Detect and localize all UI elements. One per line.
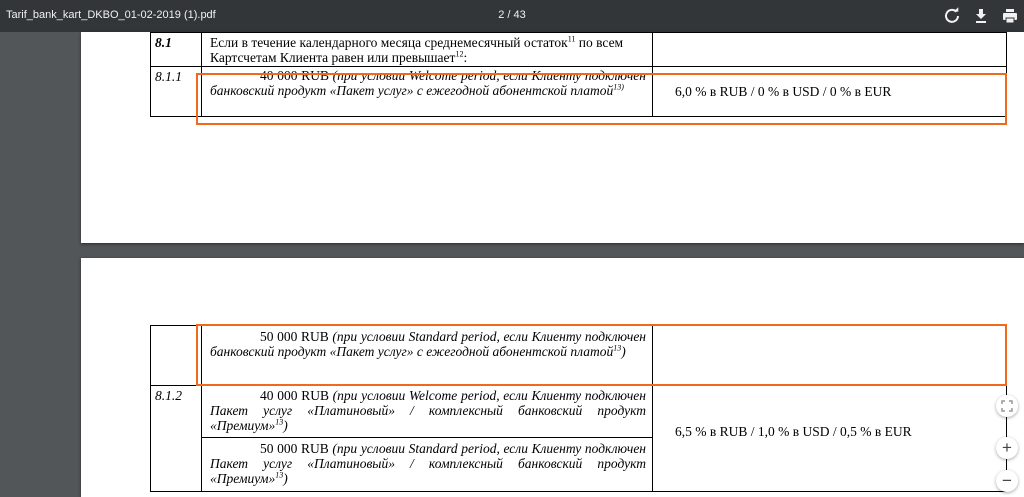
pdf-toolbar: [0, 0, 1024, 32]
download-button[interactable]: [969, 4, 993, 28]
standard-period-condition: 50 000 RUB (при условии Standard period, если Клиенту подключен банковский продукт «Пакет услуг» с ежегодной абонентской платой$^{13}$): [210, 329, 647, 359]
interest-rate-value: 6,5 % в RUB / 1,0 % в USD / 0,5 % в EUR: [653, 386, 1007, 492]
row-description: [202, 438, 653, 492]
row-description: [202, 33, 653, 67]
platinum-welcome-condition: 40 000 RUB (при условии Welcome period, если Клиенту подключен Пакет услуг «Платиновый» / комплексный банковский продукт «Премиум»$^{13}$): [210, 388, 646, 433]
rotate-button[interactable]: [940, 4, 964, 28]
row-description: [202, 386, 653, 438]
balance-condition-text: Если в течение календарного месяца среднемесячный остаток$^{11}$ по всем Картсчетам Клиента равен или превышает$^{12}$:: [210, 34, 624, 65]
print-icon: [998, 4, 1022, 28]
pdf-page-1: [81, 32, 1024, 243]
row-number: 8.1: [151, 33, 202, 67]
page-indicator[interactable]: 2 / 43: [498, 9, 526, 21]
document-title: Tarif_bank_kart_DKBO_01-02-2019 (1).pdf: [6, 9, 216, 21]
zoom-in-button[interactable]: +: [996, 437, 1018, 459]
download-icon: [969, 4, 993, 28]
welcome-period-condition: 40 000 RUB (при условии Welcome period, если Клиенту подключен банковский продукт «Пакет услуг» с ежегодной абонентской платой$^{13)}$: [210, 68, 646, 98]
table-row-8-1: [151, 33, 1007, 67]
fit-to-page-button[interactable]: [996, 395, 1018, 417]
fit-to-page-icon: [996, 395, 1018, 417]
interest-rate-value: 6,0 % в RUB / 0 % в USD / 0 % в EUR: [653, 67, 1007, 117]
row-value-empty: [653, 33, 1007, 67]
rotate-icon: [940, 4, 964, 28]
print-button[interactable]: [998, 4, 1022, 28]
table-row-8-1-2-welcome: [151, 386, 1007, 438]
zoom-out-button[interactable]: −: [996, 470, 1018, 492]
row-number: 8.1.1: [151, 67, 202, 117]
highlight-box-standard-period: [196, 324, 1007, 386]
row-number-empty: [151, 326, 202, 386]
platinum-standard-condition: 50 000 RUB (при условии Standard period, если Клиенту подключен Пакет услуг «Платиновый» / комплексный банковский продукт «Премиум»$^{13}$): [210, 441, 647, 486]
highlight-box-welcome-period: [196, 73, 1007, 125]
row-number: 8.1.2: [151, 386, 202, 492]
